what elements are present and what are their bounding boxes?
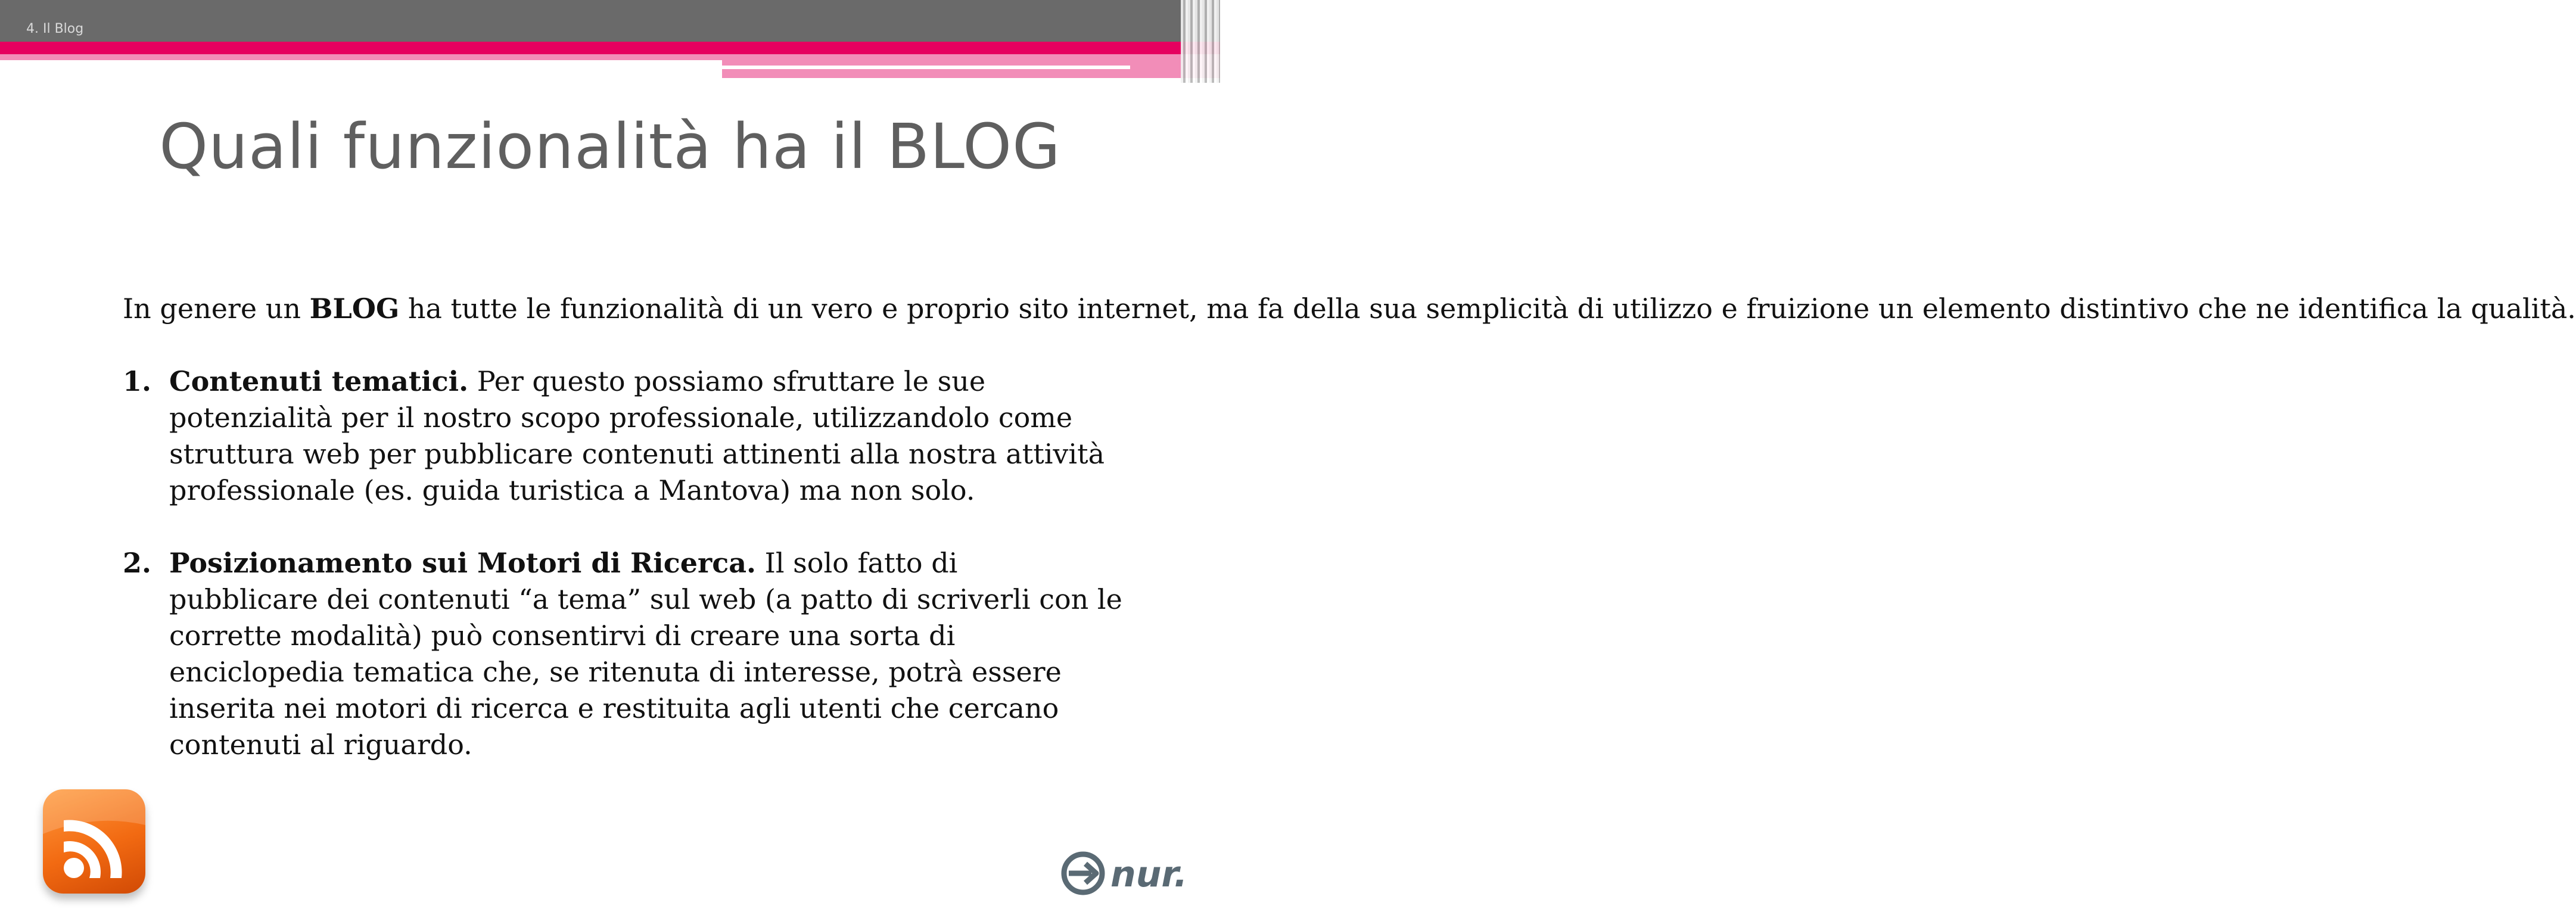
- list-item-line: contenuti al riguardo.: [169, 729, 472, 761]
- logo-text: nur.: [1110, 854, 1188, 895]
- list-item: [123, 545, 1122, 763]
- top-header-bar: [0, 0, 1220, 42]
- rss-feed-icon: [43, 789, 145, 894]
- intro-line-3: distintivo che ne identifica la qualità.: [2059, 292, 2576, 325]
- list-item-line: struttura web per pubblicare contenuti attinenti alla nostra attività: [169, 438, 1105, 470]
- decorative-vertical-lines: [1181, 0, 1220, 83]
- section-label: 4. Il Blog: [26, 21, 84, 36]
- list-item-line: Posizionamento sui Motori di Ricerca. Il solo fatto di: [169, 547, 958, 579]
- list-item-line: inserita nei motori di ricerca e restituita agli utenti che cercano: [169, 692, 1059, 724]
- list-item-line: potenzialità per il nostro scopo professionale, utilizzandolo come: [169, 402, 1073, 434]
- slide-content: [123, 291, 2576, 799]
- intro-line-2: internet, ma fa della sua semplicità di utilizzo e fruizione un elemento: [1077, 292, 2051, 325]
- stripe-divider-line: [722, 66, 1130, 69]
- list-item-heading: Contenuti tematici.: [169, 365, 469, 397]
- list-item-line: enciclopedia tematica che, se ritenuta di interesse, potrà essere: [169, 656, 1062, 688]
- list-item: [123, 363, 1105, 509]
- intro-paragraph: [123, 291, 2576, 327]
- list-item-line: Contenuti tematici. Per questo possiamo sfruttare le sue: [169, 365, 986, 397]
- intro-line-1: In genere un BLOG ha tutte le funzionalità di un vero e proprio sito: [123, 292, 1069, 325]
- nur-logo-icon: [1060, 847, 1191, 898]
- list-item-line: pubblicare dei contenuti “a tema” sul web (a patto di scriverli con le: [169, 583, 1122, 615]
- accent-stripe: [0, 42, 1220, 54]
- list-item-number: 1.: [123, 365, 152, 397]
- list-item-line: corrette modalità) può consentirvi di creare una sorta di: [169, 620, 956, 652]
- list-item-heading: Posizionamento sui Motori di Ricerca.: [169, 547, 757, 579]
- accent-stripe-light-left: [0, 54, 722, 60]
- list-item-line: professionale (es. guida turistica a Mantova) ma non solo.: [169, 474, 975, 506]
- list-item-number: 2.: [123, 547, 152, 579]
- intro-bold-term: BLOG: [309, 292, 400, 325]
- slide-title: Quali funzionalità ha il BLOG: [159, 110, 1061, 183]
